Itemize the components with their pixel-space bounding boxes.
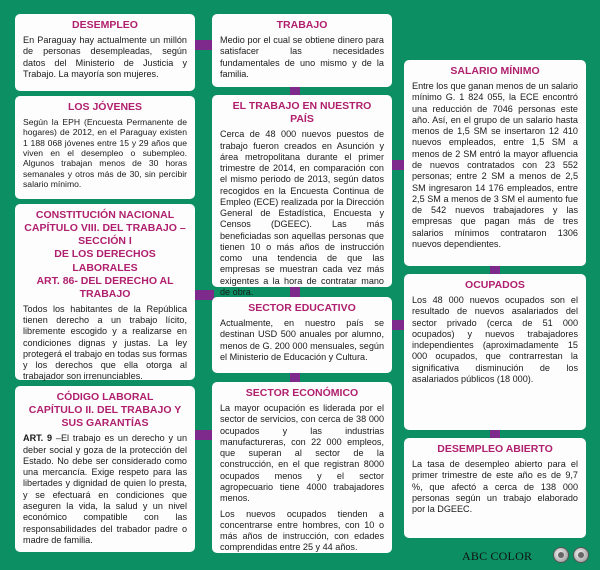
desempleo-text: En Paraguay hay actualmente un millón de personas desempleadas, según datos del Ministerio de Justicia y Trabajo. La mayoría son mujeres. <box>23 35 187 79</box>
constitucion-text: Todos los habitantes de la República tienen derecho a un trabajo lícito, libremente escogido y a realizarse en condiciones dignas y justas. La ley protegerá el trabajo en todas sus formas y los derechos que ella otorga al trabajador son irrenunciables. <box>23 303 187 382</box>
codigo-article: ART. 9 <box>23 433 53 444</box>
constitucion-title <box>23 209 187 301</box>
ocupados-text: Los 48 000 nuevos ocupados son el resultado de nuevos asalariados del sector privado (cerca de 51 000 ocupados) y nuevos trabajadores independientes (aproximadamente 15 000 ocupados, que contrarrestan la significativa disminución de los asalariados públicos (18 000). <box>412 295 578 384</box>
educativo-title: SECTOR EDUCATIVO <box>248 302 356 314</box>
constitucion-box <box>15 204 195 380</box>
desempleo-abierto-box <box>404 438 586 538</box>
trabajo-pais-text: Cerca de 48 000 nuevos puestos de trabajo fueron creados en Asunción y área metropolitana durante el primer trimestre de 2014, en comparación con el mismo periodo de 2013, según datos recogidos en la Encuesta Continua de Empleo (ECE) realizada por la Dirección General de Estadística, Encuesta y Censos (DGEEC). Las más beneficiadas son aquellas personas que tienen 10 o más años de instrucción como una tendencia de que las empresas se muestran cada vez más exigentes a la hora de contratar mano de obra. <box>220 129 384 297</box>
salario-title: SALARIO MÍNIMO <box>450 65 540 77</box>
salario-box <box>404 60 586 266</box>
codigo-box <box>15 386 195 552</box>
codigo-title-line: CÓDIGO LABORAL <box>56 391 154 403</box>
constitucion-title-line: ART. 86- DEL DERECHO AL TRABAJO <box>36 274 174 300</box>
coin-icon <box>573 547 589 563</box>
codigo-title <box>23 391 187 430</box>
educativo-text: Actualmente, en nuestro país se destinan USD 500 anuales por alumno, menos de G. 200 000 mensuales, según el Ministerio de Educación y Cultura. <box>220 318 384 362</box>
economico-box <box>212 382 392 553</box>
jovenes-title: LOS JÓVENES <box>67 101 143 113</box>
trabajo-text: Medio por el cual se obtiene dinero para satisfacer las necesidades fundamentales de uno mismo y de la familia. <box>220 35 384 79</box>
codigo-article-text: –El trabajo es un derecho y un deber social y goza de la protección del Estado. No debe ser considerado como una mercancía. Exige respeto para las libertades y dignidad de quien lo presta, y se efectuará en condiciones que aseguren la vida, la salud y un nivel económico compatible con las responsabilidades del trabador padre o madre de familia. <box>23 433 187 545</box>
trabajo-title: TRABAJO <box>276 19 328 31</box>
educativo-box <box>212 297 392 373</box>
economico-title: SECTOR ECONÓMICO <box>245 387 359 399</box>
source-label: ABC COLOR <box>462 549 533 563</box>
trabajo-pais-title: EL TRABAJO EN NUESTRO PAÍS <box>232 100 372 126</box>
codigo-text <box>23 433 187 546</box>
salario-text: Entre los que ganan menos de un salario mínimo G. 1 824 055, la ECE encontró una reducción de 7046 personas este año. Así, en el grupo de un salario hasta menos de 1,5 SM se insertaron 12 410 nuevos empleados, entre 1,5 SM a menos de 2 SM entró la mayor afluencia de nuevos contratados con 23 552 personas; entre 2 SM a menos de 2,5 SM ingresaron 14 176 empleados, entre 2,5 SM a menos de 3 SM el aumento fue de 542 nuevos trabajadores y las empresas que pagan más de tres salarios mínimos contrataron 1306 nuevos dependientes. <box>412 81 578 249</box>
constitucion-title-line: DE LOS DERECHOS LABORALES <box>54 248 156 274</box>
codigo-title-line: CAPÍTULO II. DEL TRABAJO Y SUS GARANTÍAS <box>28 404 182 430</box>
ocupados-box <box>404 274 586 430</box>
economico-text: La mayor ocupación es liderada por el sector de servicios, con cerca de 38 000 ocupados y las industrias manufactureras, con 22 000 empleos, que superan al sector de la construcción, en el que registran 8000 ocupados menos y el sector agropecuario tiene 4000 trabajadores menos. <box>220 403 384 504</box>
desempleo-box <box>15 14 195 91</box>
desempleo-title: DESEMPLEO <box>72 19 138 31</box>
trabajo-box <box>212 14 392 87</box>
coin-icon <box>553 547 569 563</box>
constitucion-title-line: CAPÍTULO VIII. DEL TRABAJO – SECCIÓN I <box>24 222 186 248</box>
economico-text-2: Los nuevos ocupados tienden a concentrarse entre hombres, con 10 o más años de instrucción, con edades comprendidas entre 25 y 44 años. <box>220 508 384 553</box>
desempleo-abierto-text: La tasa de desempleo abierto para el primer trimestre de este año es de 9,7 %, que afectó a cerca de 138 000 personas según un trabajo elaborado por la DGEEC. <box>412 459 578 515</box>
trabajo-pais-box <box>212 95 392 297</box>
desempleo-abierto-title: DESEMPLEO ABIERTO <box>437 443 553 455</box>
constitucion-title-line: CONSTITUCIÓN NACIONAL <box>35 209 175 221</box>
jovenes-box <box>15 96 195 199</box>
jovenes-text: Según la EPH (Encuesta Permanente de hogares) de 2012, en el Paraguay existen 1 188 068 jóvenes entre 15 y 29 años que viven en el desempleo o subempleo. Algunos trabajan menos de 30 horas semanales y otros más de 30, sin percibir salario mínimo. <box>23 117 187 189</box>
ocupados-title: OCUPADOS <box>465 279 525 291</box>
